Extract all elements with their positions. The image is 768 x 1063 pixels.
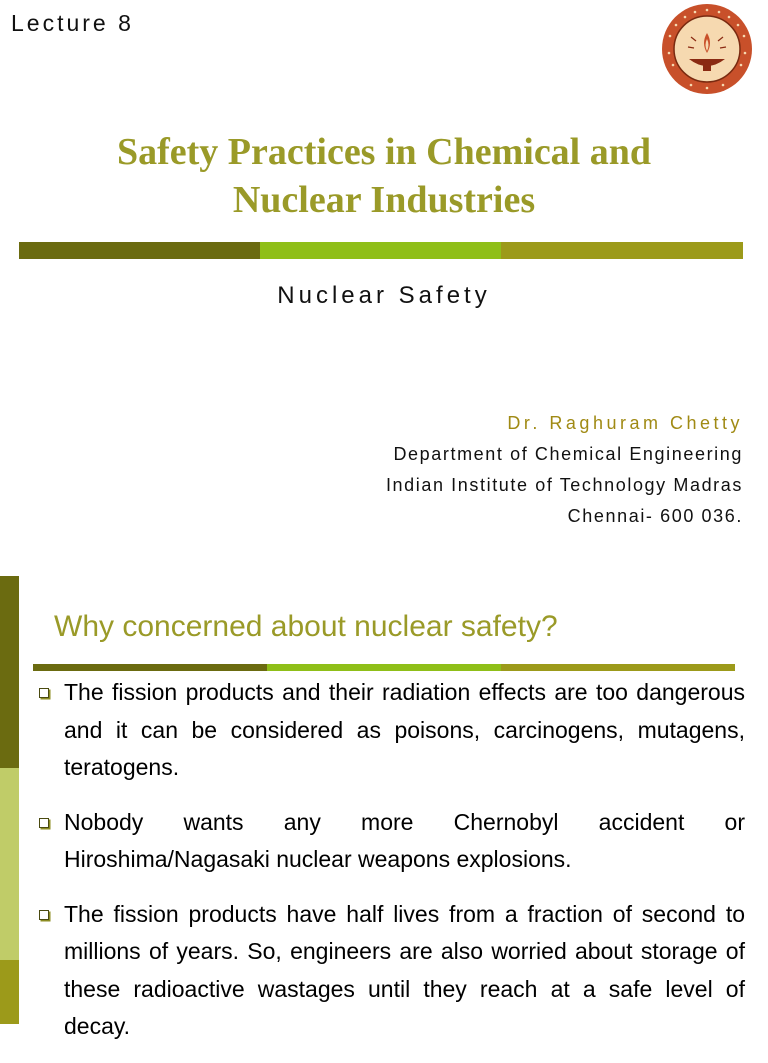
divider-segment-dark: [19, 242, 260, 259]
slide-title: Why concerned about nuclear safety?: [54, 610, 558, 643]
lecture-label: Lecture 8: [11, 10, 134, 36]
author-city: Chennai- 600 036.: [567, 506, 743, 526]
main-title-line-1: Safety Practices in Chemical and: [116, 131, 652, 173]
bullet-item: [36, 896, 745, 1046]
square-bullet-icon: [39, 910, 49, 920]
bullet-text: The fission products have half lives from a fraction of second to millions of years. So, engineers are also worried about storage of these radioactive wastages until they reach at a safe level of decay.: [64, 900, 745, 1039]
author-institute: Indian Institute of Technology Madras: [385, 475, 743, 495]
side-segment-dark: [0, 576, 19, 768]
author-name: Dr. Raghuram Chetty: [507, 413, 743, 433]
iit-madras-logo-icon: [661, 3, 753, 95]
side-accent-bar: [0, 576, 19, 1024]
subtitle: Nuclear Safety: [277, 282, 491, 309]
bullet-text: Nobody wants any more Chernobyl accident or Hiroshima/Nagasaki nuclear weapons explosions.: [64, 808, 745, 872]
bullet-item: [36, 804, 745, 879]
side-segment-olive: [0, 960, 19, 1024]
square-bullet-icon: [39, 818, 49, 828]
content-slide: [0, 576, 768, 1039]
main-title: [0, 128, 768, 224]
title-divider-bar: [19, 242, 743, 259]
side-segment-light: [0, 768, 19, 960]
bullet-list: [36, 674, 745, 1063]
square-bullet-icon: [39, 688, 49, 698]
divider-segment-dark: [33, 664, 267, 671]
divider-segment-olive: [501, 664, 735, 671]
bullet-item: [36, 674, 745, 787]
slide-title-divider: [33, 664, 735, 671]
author-department: Department of Chemical Engineering: [393, 444, 743, 464]
divider-segment-green: [260, 242, 501, 259]
bullet-text: The fission products and their radiation effects are too dangerous and it can be considered as poisons, carcinogens, mutagens, teratogens.: [64, 679, 745, 780]
main-title-line-2: Nuclear Industries: [232, 179, 536, 221]
author-block: [386, 408, 743, 532]
divider-segment-olive: [501, 242, 743, 259]
divider-segment-green: [267, 664, 501, 671]
